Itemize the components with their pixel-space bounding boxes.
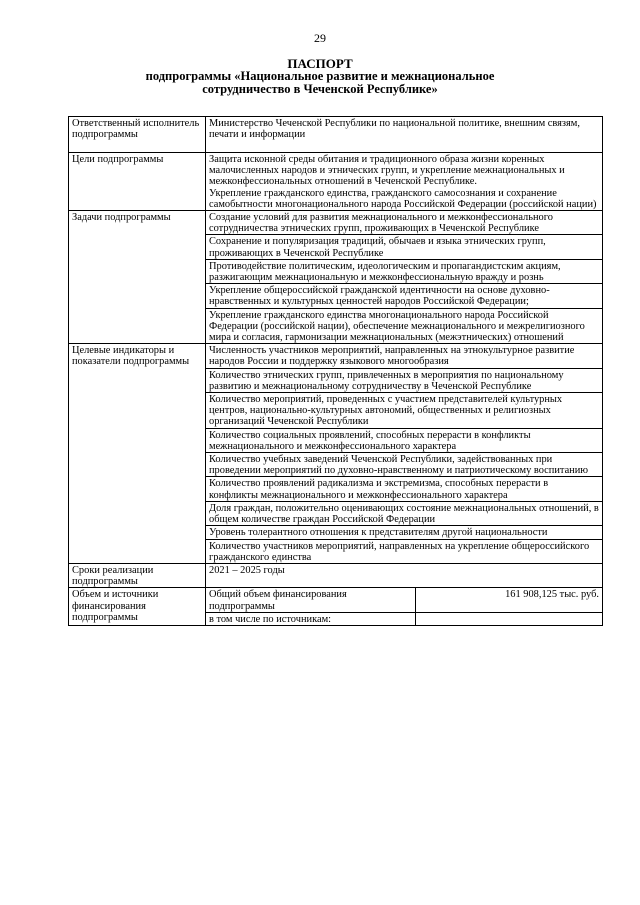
- financing-label: Объем и источники финансирования подпрограммы: [69, 588, 206, 626]
- executor-value: Министерство Чеченской Республики по национальной политике, внешним связям, печати и информации: [206, 117, 603, 153]
- goal-item-1: Защита исконной среды обитания и традиционного образа жизни коренных малочисленных народов и этнических групп, и укрепление межнациональных и межконфессиональных отношений в Чеченской Республике.: [209, 154, 565, 188]
- indicators-label: Целевые индикаторы и показатели подпрограммы: [69, 344, 206, 564]
- indicator-item-7: Доля граждан, положительно оценивающих состояние межнациональных отношений, в общем количестве граждан Российской Федерации: [206, 501, 603, 525]
- indicator-item-2: Количество этнических групп, привлеченных в мероприятия по национальному развитию и межнациональному сотрудничеству в Чеченской Республике: [206, 368, 603, 392]
- financing-total-value: 161 908,125 тыс. руб.: [505, 589, 599, 601]
- goals-value: [206, 153, 603, 211]
- financing-total-row: [206, 588, 602, 612]
- passport-table: [68, 116, 603, 626]
- page-number: 29: [314, 31, 326, 45]
- executor-label: Ответственный исполнитель подпрограммы: [69, 117, 206, 153]
- task-item-5: Укрепление гражданского единства многонационального народа Российской Федерации (российской нации), обеспечение межнационального и межрелигиозного мира и согласия, гармонизации межнациональных (межэтнических) отношений: [206, 308, 603, 344]
- document-title: [60, 57, 580, 96]
- table-row-indicators: [69, 344, 603, 368]
- table-row-tasks: [69, 211, 603, 235]
- task-item-1: Создание условий для развития межнационального и межконфессионального сотрудничества этнических групп, проживающих в Чеченской Республике: [206, 211, 603, 235]
- table-row-executor: [69, 117, 603, 153]
- financing-table: [206, 588, 602, 625]
- task-item-2: Сохранение и популяризация традиций, обычаев и языка этнических групп, проживающих в Чеченской Республике: [206, 235, 603, 259]
- task-item-3: Противодействие политическим, идеологическим и пропагандистским акциям, разжигающим межнациональную и межконфессиональную вражду и рознь: [206, 259, 603, 283]
- financing-sources-row: [206, 612, 602, 625]
- indicator-item-3: Количество мероприятий, проведенных с участием представителей культурных центров, национально-культурных автономий, общественных и религиозных организаций Чеченской Республики: [206, 393, 603, 429]
- period-value: 2021 – 2025 годы: [206, 563, 603, 587]
- title-line-1: ПАСПОРТ: [287, 56, 353, 71]
- financing-total-label: Общий объем финансирования подпрограммы: [206, 588, 416, 612]
- indicator-item-5: Количество учебных заведений Чеченской Республики, задействованных при проведении мероприятий по духовно-нравственному и патриотическому воспитанию: [206, 453, 603, 477]
- indicator-item-8: Уровень толерантного отношения к представителям другой национальности: [206, 526, 603, 539]
- table-row-period: [69, 563, 603, 587]
- title-line-2: подпрограммы «Национальное развитие и межнациональное: [145, 69, 495, 83]
- indicator-item-4: Количество социальных проявлений, способных перерасти в конфликты межнационального и межконфессионального характера: [206, 428, 603, 452]
- financing-sources-blank: [416, 612, 603, 625]
- indicator-item-9: Количество участников мероприятий, направленных на укрепление общероссийского гражданского единства: [206, 539, 603, 563]
- period-label: Сроки реализации подпрограммы: [69, 563, 206, 587]
- tasks-label: Задачи подпрограммы: [69, 211, 206, 344]
- title-line-3: сотрудничество в Чеченской Республике»: [202, 82, 438, 96]
- table-row-goals: [69, 153, 603, 211]
- task-item-4: Укрепление общероссийской гражданской идентичности на основе духовно-нравственных и культурных ценностей народов Российской Федерации;: [206, 284, 603, 308]
- goals-label: Цели подпрограммы: [69, 153, 206, 211]
- goal-item-2: Укрепление гражданского единства, гражданского самосознания и сохранение самобытности многонационального народа Российской Федерации (российской нации): [209, 187, 597, 210]
- indicator-item-6: Количество проявлений радикализма и экстремизма, способных перерасти в конфликты межнационального и межконфессионального характера: [206, 477, 603, 501]
- indicator-item-1: Численность участников мероприятий, направленных на этнокультурное развитие народов России и поддержку языкового многообразия: [206, 344, 603, 368]
- table-row-financing: [69, 588, 603, 626]
- financing-sources-label: в том числе по источникам:: [206, 612, 416, 625]
- financing-value: [206, 588, 603, 626]
